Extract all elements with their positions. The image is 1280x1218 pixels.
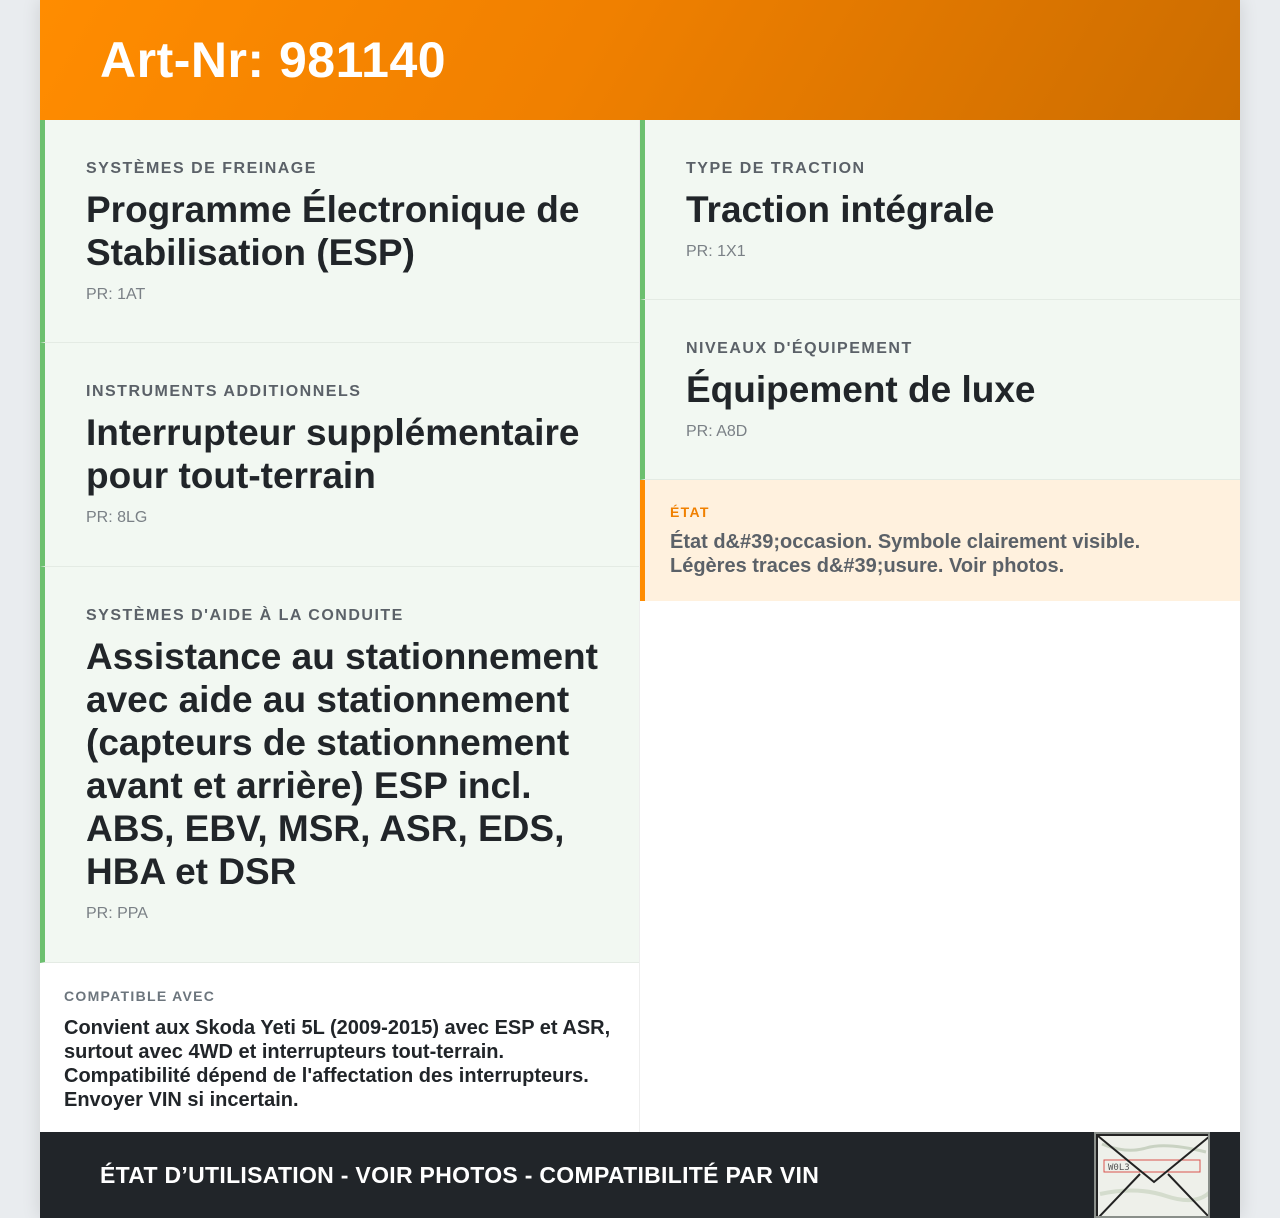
feature-category: NIVEAUX D'ÉQUIPEMENT [686,340,913,357]
feature-pr-code: PR: 1X1 [686,243,746,260]
feature-card-driver-assist [40,567,639,963]
feature-title: Traction intégrale [686,189,995,230]
feature-columns [40,120,1240,1132]
feature-category: TYPE DE TRACTION [686,160,866,177]
feature-category: SYSTÈMES DE FREINAGE [86,160,317,177]
article-number-title: Art-Nr: 981140 [100,32,447,88]
feature-card-instruments [40,343,639,567]
compatibility-section [40,963,639,1132]
condition-text: État d&#39;occasion. Symbole clairement visible. Légères traces d&#39;usure. Voir photos. [670,531,1141,577]
page-header [40,0,1240,120]
right-column [640,120,1240,1132]
feature-pr-code: PR: PPA [86,905,148,922]
stamp-text: W0L3 [1108,1163,1130,1173]
feature-pr-code: PR: A8D [686,423,748,440]
feature-card-traction [640,120,1240,300]
product-page [40,0,1240,1218]
page-footer [40,1132,1240,1218]
feature-title: Interrupteur supplémentaire pour tout-terrain [86,412,580,496]
footer-note: ÉTAT D’UTILISATION - VOIR PHOTOS - COMPATIBILITÉ PAR VIN [100,1161,820,1188]
envelope-document-icon [1094,1132,1210,1218]
condition-section [640,480,1240,601]
feature-card-equipment [640,300,1240,480]
feature-category: SYSTÈMES D'AIDE À LA CONDUITE [86,607,404,624]
feature-card-braking [40,120,639,343]
feature-title: Assistance au stationnement avec aide au stationnement (capteurs de stationnement avant et arrière) ESP incl. ABS, EBV, MSR, ASR, EDS, HBA et DSR [86,636,598,892]
feature-pr-code: PR: 8LG [86,509,148,526]
feature-category: INSTRUMENTS ADDITIONNELS [86,383,362,400]
compatibility-text: Convient aux Skoda Yeti 5L (2009-2015) avec ESP et ASR, surtout avec 4WD et interrupteurs tout-terrain. Compatibilité dépend de l'affectation des interrupteurs. Envoyer VIN si incertain. [64,1017,611,1111]
compatibility-label: COMPATIBLE AVEC [64,988,216,1004]
envelope-document-icon-graphic [1096,1134,1210,1218]
condition-label: ÉTAT [670,504,710,520]
left-column [40,120,640,1132]
feature-title: Programme Électronique de Stabilisation (ESP) [86,189,580,273]
feature-title: Équipement de luxe [686,369,1036,410]
feature-pr-code: PR: 1AT [86,286,146,303]
